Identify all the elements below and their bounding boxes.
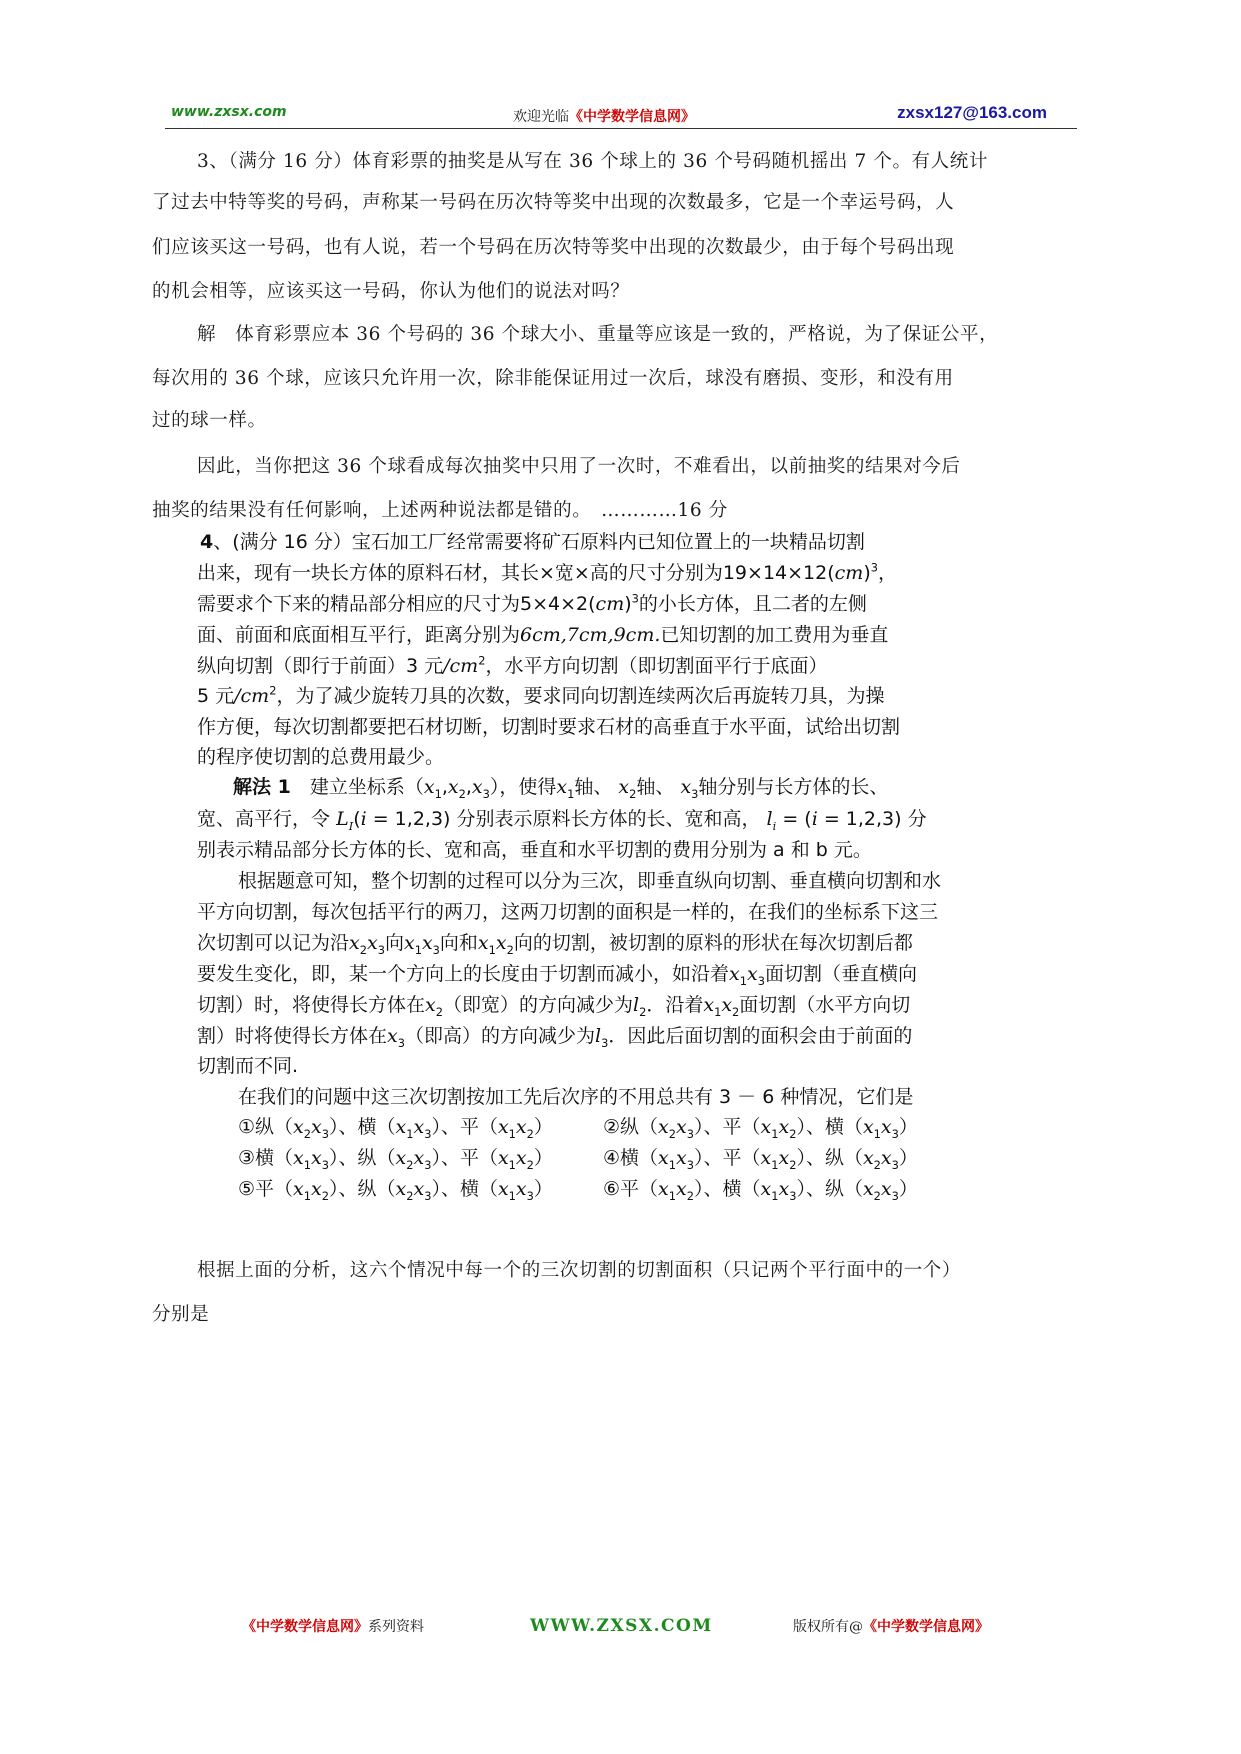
method-text: 建立坐标系（ — [290, 776, 424, 798]
p4-analysis-4: 要发生变化，即，某一个方向上的长度由于切割而减小，如沿着$x_1x_3$面切割（垂直横向 — [197, 963, 917, 988]
p4-line-7: 作方便，每次切割都要把石材切断，切割时要求石材的高垂直于水平面，试给出切割 — [197, 716, 901, 738]
p4-unit-1: cm — [834, 562, 864, 584]
case-item: ④横$(x_1x_3)$、平$(x_1x_2)$、纵$(x_2x_3)$ — [603, 1147, 918, 1172]
p4-line-6-text: 5 元 — [197, 685, 235, 707]
method-text-b: ），使得 — [489, 776, 557, 798]
analysis-5-text: 切割）时，将使得长方体在 — [197, 994, 426, 1016]
analysis-3-text-d: 向的切割，被切割的原料的形状在每次切割后都 — [513, 932, 913, 954]
analysis-4-text: 要发生变化，即，某一个方向上的长度由于切割而减小，如沿着 — [197, 963, 730, 985]
p4-analysis-2: 平方向切割，每次包括平行的两刀，这两刀切割的面积是一样的，在我们的坐标系下这三 — [197, 901, 939, 923]
site-logo[interactable]: www.zxsx.com — [171, 104, 287, 120]
p4-cases-intro: 在我们的问题中这三次切割按加工先后次序的不用总共有 3 － 6 种情况，它们是 — [238, 1086, 914, 1108]
p4-line-4-text: 面、前面和底面相互平行，距离分别为 — [197, 624, 521, 646]
footer-left-suffix: 系列资料 — [368, 1619, 424, 1635]
p4-line-5: 纵向切割（即行于前面）3 元$/cm^2$，水平方向切割（即切割面平行于底面） — [197, 653, 828, 677]
footer-right-brand: 《中学数学信息网》 — [863, 1619, 989, 1635]
header-email[interactable]: zxsx127@163.com — [897, 103, 1047, 122]
header-rule — [165, 128, 1077, 129]
p3-solution-1: 解 体育彩票应本 36 个号码的 36 个球大小、重量等应该是一致的，严格说，为了保证公平， — [197, 324, 999, 345]
p4-analysis-1: 根据题意可知，整个切割的过程可以分为三次，即垂直纵向切割、垂直横向切割和水 — [238, 870, 942, 892]
analysis-3-text-c: 向和 — [439, 932, 478, 954]
analysis-5-text-c: ．沿着 — [646, 994, 704, 1016]
p4-analysis-5: 切割）时，将使得长方体在$x_2$（即宽）的方向减少为$l_2$．沿着$x_1x_2$面切割（水平方向切 — [197, 994, 911, 1019]
analysis-6-text: 割）时将使得长方体在 — [197, 1025, 388, 1047]
closing-line-1: 根据上面的分析，这六个情况中每一个的三次切割的切割面积（只记两个平行面中的一个） — [197, 1260, 962, 1281]
analysis-5-text-b: （即宽）的方向减少为 — [442, 994, 633, 1016]
analysis-6-text-b: （即高）的方向减少为 — [404, 1025, 595, 1047]
method-text-c: 轴、 — [574, 776, 613, 798]
p3-line-1: 3、（满分 16 分）体育彩票的抽奖是从写在 36 个球上的 36 个号码随机摇出 7 个。有人统计 — [197, 151, 988, 172]
p4-dims-2: 5×4×2 — [520, 593, 589, 615]
p4-line-5-text-b: ，水平方向切割（即切割面平行于底面） — [485, 655, 828, 677]
method-text-d: 轴、 — [636, 776, 675, 798]
p4-distances: 6cm,7cm,9cm. — [520, 624, 661, 646]
closing-line-2: 分别是 — [152, 1304, 210, 1325]
p4-dims-1: 19×14×12 — [722, 562, 828, 584]
case-item: ①纵$(x_2x_3)$、横$(x_1x_3)$、平$(x_1x_2)$ — [238, 1116, 553, 1141]
p4-method-1: 解法 1 建立坐标系$(x_1,x_2,x_3)$，使得$x_1$轴、 $x_2$轴、 $x_3$轴分别与长方体的长、 — [233, 776, 889, 801]
p4-line-1 — [200, 527, 865, 554]
p3-solution-2: 每次用的 36 个球，应该只允许用一次，除非能保证用过一次后，球没有磨损、变形，和没有用 — [152, 368, 954, 389]
p4-number: 4 — [200, 531, 214, 553]
p4-line-3-text: 需要求个下来的精品部分相应的尺寸为 — [197, 593, 521, 615]
p4-line-3: 需要求个下来的精品部分相应的尺寸为5×4×2(cm)$^3$的小长方体，且二者的左侧 — [197, 591, 867, 615]
p4-line-4 — [197, 620, 888, 647]
method-2-text: 宽、高平行，令 — [197, 808, 331, 830]
p4-line-1-text: 、(满分 16 分）宝石加工厂经常需要将矿石原料内已知位置上的一块精品切割 — [213, 531, 865, 553]
case-item: ②纵$(x_2x_3)$、平$(x_1x_2)$、横$(x_1x_3)$ — [603, 1116, 918, 1141]
analysis-5-text-d: 面切割（水平方向切 — [739, 994, 911, 1016]
header-brand: 《中学数学信息网》 — [569, 109, 695, 125]
case-item: ⑥平$(x_1x_2)$、横$(x_1x_3)$、纵$(x_2x_3)$ — [603, 1178, 918, 1203]
p3-conclusion-1: 因此，当你把这 36 个球看成每次抽奖中只用了一次时，不难看出，以前抽奖的结果对今后 — [197, 456, 961, 477]
p4-method-2: 宽、高平行，令 $L_I(i = 1,2,3)$ 分别表示原料长方体的长、宽和高， $l_i = (i = 1,2,3)$ 分 — [197, 808, 927, 833]
p3-solution-3: 过的球一样。 — [152, 410, 267, 431]
method-text-e: 轴分别与长方体的长、 — [698, 776, 889, 798]
p3-line-4: 的机会相等，应该买这一号码，你认为他们的说法对吗？ — [152, 281, 630, 302]
p4-analysis-3: 次切割可以记为沿$x_2x_3$向$x_1x_3$向和$x_1x_2$向的切割，被切割的原料的形状在每次切割后都 — [197, 932, 913, 957]
p4-analysis-6: 割）时将使得长方体在$x_3$（即高）的方向减少为$l_3$．因此后面切割的面积会由于前面的 — [197, 1025, 913, 1050]
method-2-text-c: 分 — [907, 808, 927, 830]
p4-line-8: 的程序使切割的总费用最少。 — [197, 746, 445, 768]
welcome-prefix: 欢迎光临 — [513, 109, 569, 125]
footer-left-brand: 《中学数学信息网》 — [242, 1619, 368, 1635]
p3-line-2: 了过去中特等奖的号码，声称某一号码在历次特等奖中出现的次数最多，它是一个幸运号码，人 — [152, 192, 955, 213]
p4-line-2-text: 出来，现有一块长方体的原料石材，其长×宽×高的尺寸分别为 — [197, 562, 723, 584]
header-welcome — [513, 106, 695, 126]
case-item: ⑤平$(x_1x_2)$、纵$(x_2x_3)$、横$(x_1x_3)$ — [238, 1178, 553, 1203]
page-footer — [0, 1616, 1241, 1640]
p4-line-6-text-b: ，为了减少旋转刀具的次数，要求同向切割连续两次后再旋转刀具，为操 — [276, 685, 885, 707]
p4-analysis-7: 切割而不同. — [197, 1055, 299, 1077]
p4-line-2: 出来，现有一块长方体的原料石材，其长×宽×高的尺寸分别为19×14×12(cm)$^3$， — [197, 560, 897, 584]
p4-line-3-text-b: 的小长方体，且二者的左侧 — [638, 593, 867, 615]
p4-line-5-text: 纵向切割（即行于前面）3 元 — [197, 655, 444, 677]
analysis-6-text-c: ．因此后面切割的面积会由于前面的 — [608, 1025, 913, 1047]
analysis-4-text-b: 面切割（垂直横向 — [764, 963, 917, 985]
analysis-3-text: 次切割可以记为沿 — [197, 932, 350, 954]
footer-right — [793, 1616, 989, 1636]
footer-right-prefix: 版权所有@ — [793, 1619, 863, 1635]
p4-method-3: 别表示精品部分长方体的长、宽和高，垂直和水平切割的费用分别为 a 和 b 元。 — [197, 839, 872, 861]
case-item: ③横$(x_1x_3)$、纵$(x_2x_3)$、平$(x_1x_2)$ — [238, 1147, 553, 1172]
page-header — [165, 100, 1077, 130]
p4-unit-2: cm — [595, 593, 625, 615]
method-2-text-b: 分别表示原料长方体的长、宽和高， — [456, 808, 761, 830]
p4-line-6: 5 元$/cm^2$，为了减少旋转刀具的次数，要求同向切割连续两次后再旋转刀具，为操 — [197, 683, 885, 707]
footer-url[interactable]: WWW.ZXSX.COM — [530, 1616, 713, 1636]
p3-line-3: 们应该买这一号码，也有人说，若一个号码在历次特等奖中出现的次数最少，由于每个号码出现 — [152, 237, 955, 258]
method-label: 解法 1 — [233, 776, 291, 798]
p4-line-4-text-b: 已知切割的加工费用为垂直 — [660, 624, 889, 646]
footer-left — [242, 1616, 424, 1636]
p3-conclusion-2: 抽奖的结果没有任何影响，上述两种说法都是错的。 …………16 分 — [152, 500, 728, 521]
analysis-3-text-b: 向 — [384, 932, 404, 954]
